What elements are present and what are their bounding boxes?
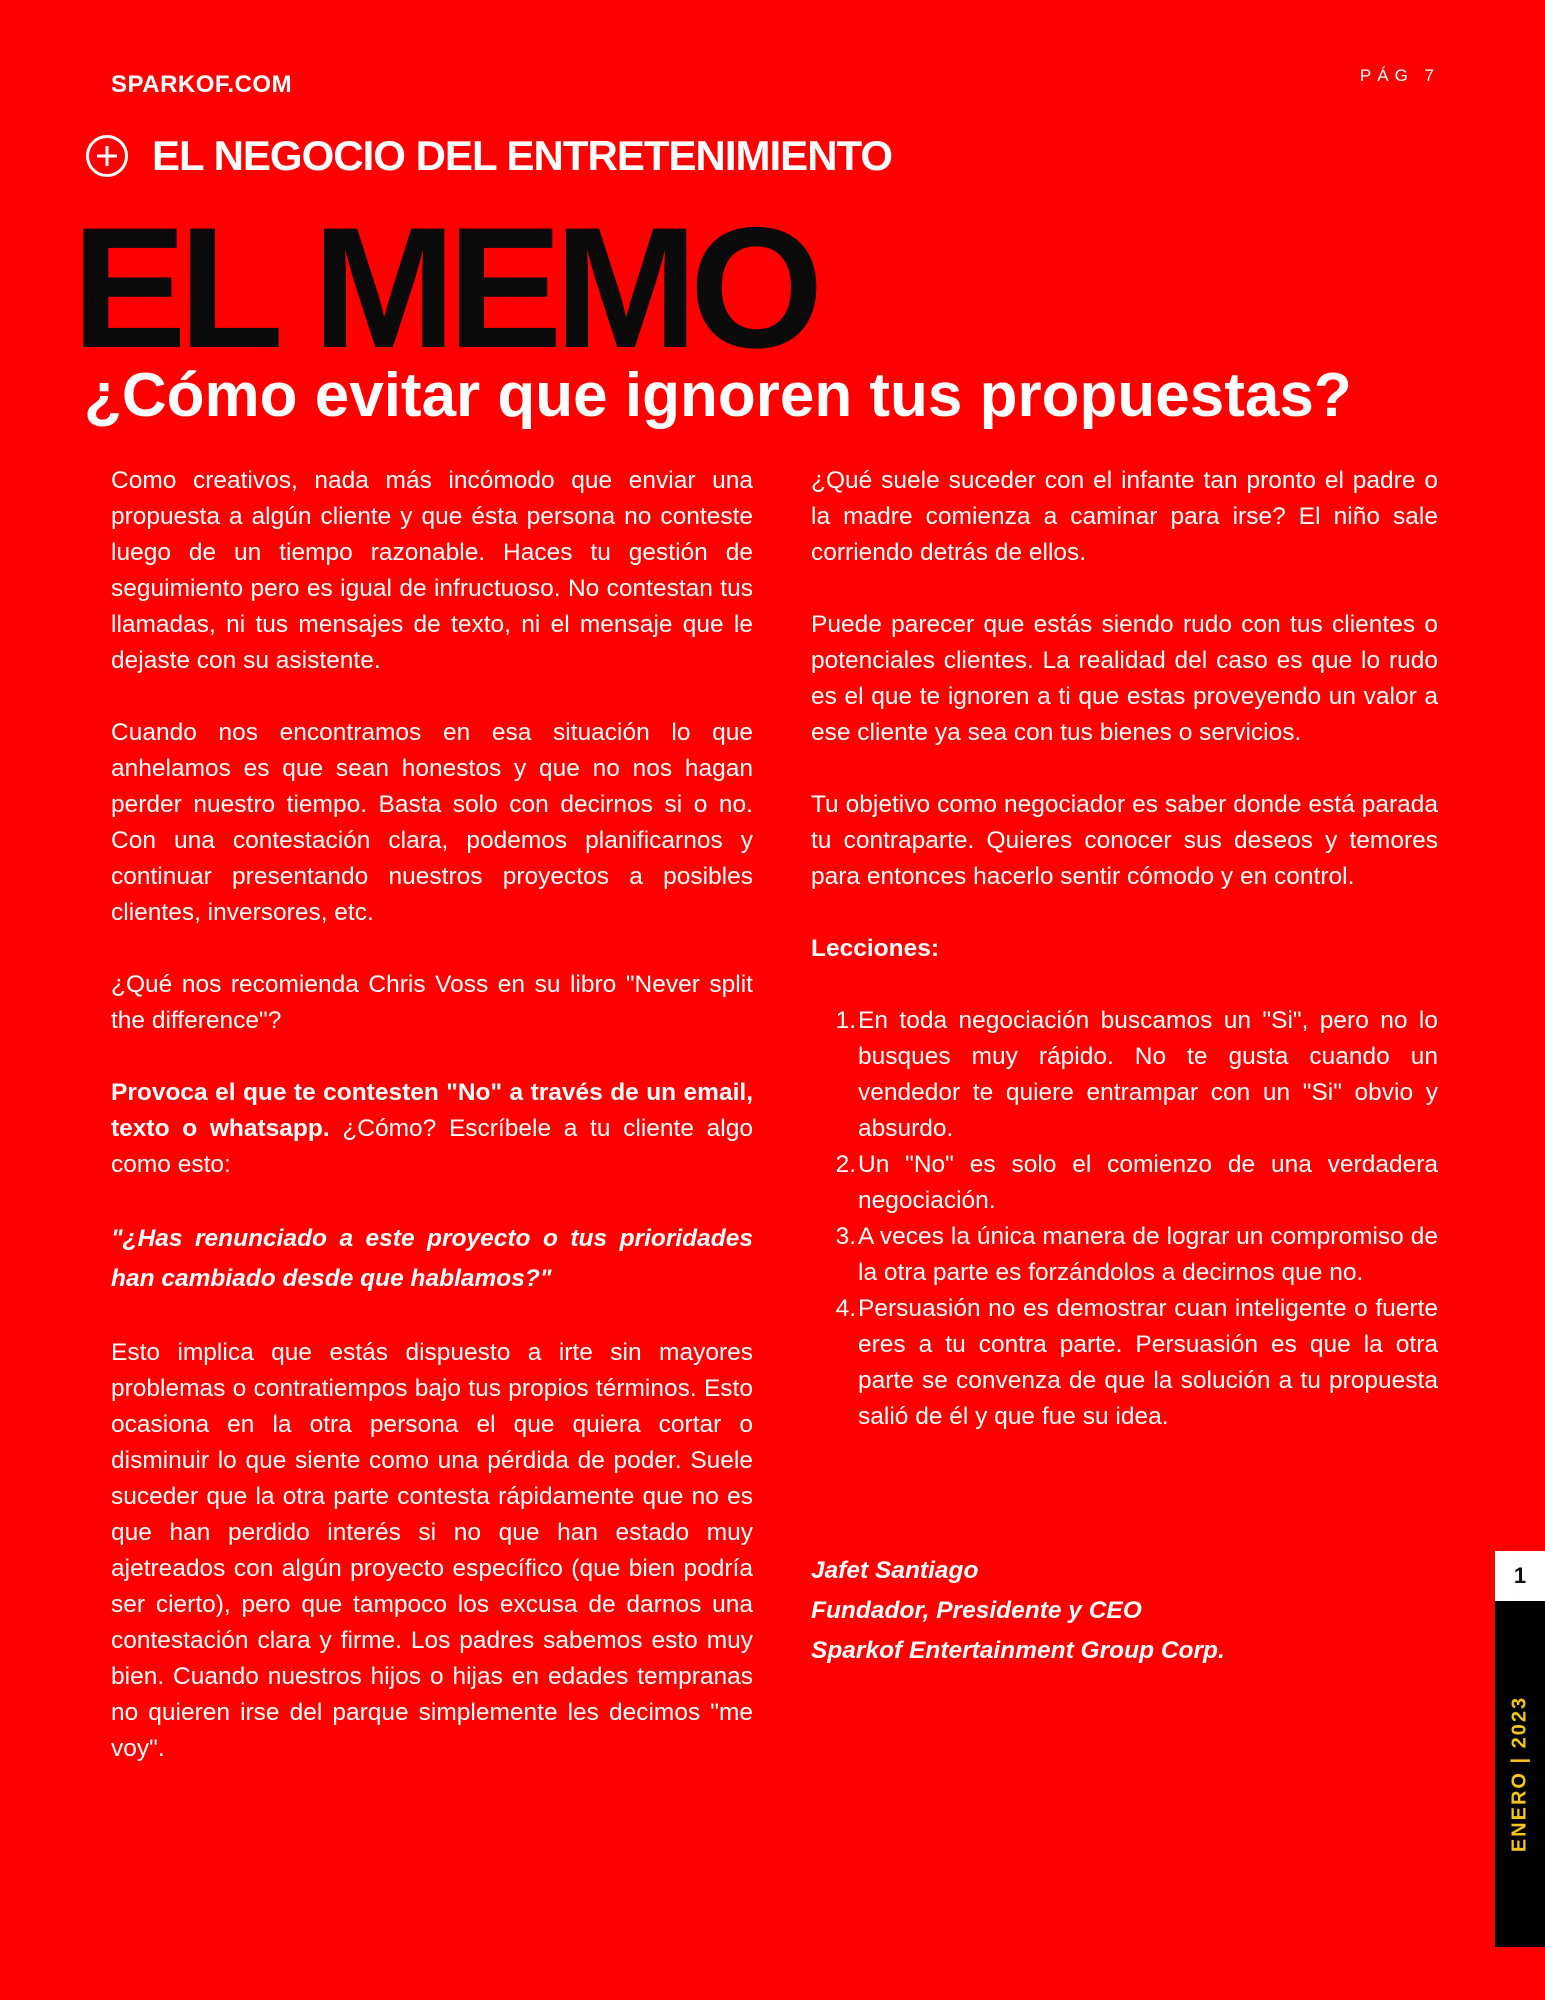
paragraph: Tu objetivo como negociador es saber donde está parada tu contraparte. Quieres conocer sus deseos y temores para entonces hacerlo sentir cómodo y en control. <box>811 791 1438 890</box>
page-label: PÁG 7 <box>1359 66 1440 85</box>
paragraph-text: ¿Cómo? Escríbele a tu cliente algo como esto: <box>111 1115 753 1178</box>
paragraph <box>111 1075 753 1183</box>
quote: "¿Has renunciado a este proyecto o tus prioridades han cambiado desde que hablamos?" <box>111 1225 753 1292</box>
article-title: EL MEMO <box>72 192 816 384</box>
list-text: Un "No" es solo el comienzo de una verdadera negociación. <box>858 1151 1438 1214</box>
lessons-list <box>811 1003 1438 1435</box>
bold-recommendation: Provoca el que te contesten "No" a través de un email, texto o whatsapp. <box>111 1079 753 1142</box>
list-text: En toda negociación buscamos un "Si", pero no lo busques muy rápido. No te gusta cuando un vendedor te quiere entrampar con un "Si" obvio y absurdo. <box>858 1007 1438 1142</box>
list-item <box>811 1003 1438 1147</box>
plus-circle-icon <box>86 135 128 177</box>
list-number: 2. <box>835 1151 856 1178</box>
date-tab <box>1495 1601 1545 1947</box>
list-item <box>811 1147 1438 1219</box>
paragraph: Cuando nos encontramos en esa situación lo que anhelamos es que sean honestos y que no nos hagan perder nuestro tiempo. Basta solo con decirnos si o no. Con una contestación clara, podemos planificarnos y continuar presentando nuestros proyectos a posibles clientes, inversores, etc. <box>111 719 753 926</box>
paragraph: Puede parecer que estás siendo rudo con tus clientes o potenciales clientes. La realidad del caso es que lo rudo es el que te ignoren a ti que estas proveyendo un valor a ese cliente ya sea con tus bienes o servicios. <box>811 611 1438 746</box>
list-text: A veces la única manera de lograr un compromiso de la otra parte es forzándolos a decirnos que no. <box>858 1223 1438 1286</box>
list-item <box>811 1219 1438 1291</box>
signature-company: Sparkof Entertainment Group Corp. <box>811 1637 1225 1664</box>
paragraph: ¿Qué suele suceder con el infante tan pronto el padre o la madre comienza a caminar para irse? El niño sale corriendo detrás de ellos. <box>811 467 1438 566</box>
paragraph: Esto implica que estás dispuesto a irte sin mayores problemas o contratiempos bajo tus propios términos. Esto ocasiona en la otra persona el que quiera cortar o disminuir lo que siente como una pérdida de poder. Suele suceder que la otra parte contesta rápidamente que no es que han perdido interés si no que han estado muy ajetreados con algún proyecto específico (que bien podría ser cierto), pero que tampoco los excusa de darnos una contestación clara y firme. Los padres sabemos esto muy bien. Cuando nuestros hijos o hijas en edades tempranas no quieren irse del parque simplemente les decimos "me voy". <box>111 1339 753 1762</box>
list-number: 3. <box>835 1223 856 1250</box>
section-title: EL NEGOCIO DEL ENTRETENIMIENTO <box>152 132 893 179</box>
list-text: Persuasión no es demostrar cuan inteligente o fuerte eres a tu contra parte. Persuasión es que la otra parte se convenza de que la solución a tu propuesta salió de él y que fue su idea. <box>858 1295 1438 1430</box>
page-number-tab: 1 <box>1495 1551 1545 1601</box>
list-item <box>811 1291 1438 1435</box>
paragraph: ¿Qué nos recomienda Chris Voss en su libro "Never split the difference"? <box>111 971 753 1034</box>
issue-date: ENERO | 2023 <box>1508 1695 1531 1853</box>
site-name: SPARKOF.COM <box>111 71 293 98</box>
right-column <box>811 463 1438 1671</box>
section-header <box>86 132 892 180</box>
list-number: 1. <box>835 1007 856 1034</box>
article-subtitle: ¿Cómo evitar que ignoren tus propuestas? <box>84 361 1352 430</box>
lessons-heading: Lecciones: <box>811 935 939 962</box>
left-column <box>111 463 753 1803</box>
signature-name: Jafet Santiago <box>811 1557 979 1584</box>
list-number: 4. <box>835 1295 856 1322</box>
signature-role: Fundador, Presidente y CEO <box>811 1597 1142 1624</box>
paragraph: Como creativos, nada más incómodo que enviar una propuesta a algún cliente y que ésta persona no conteste luego de un tiempo razonable. Haces tu gestión de seguimiento pero es igual de infructuoso. No contestan tus llamadas, ni tus mensajes de texto, ni el mensaje que le dejaste con su asistente. <box>111 467 753 674</box>
